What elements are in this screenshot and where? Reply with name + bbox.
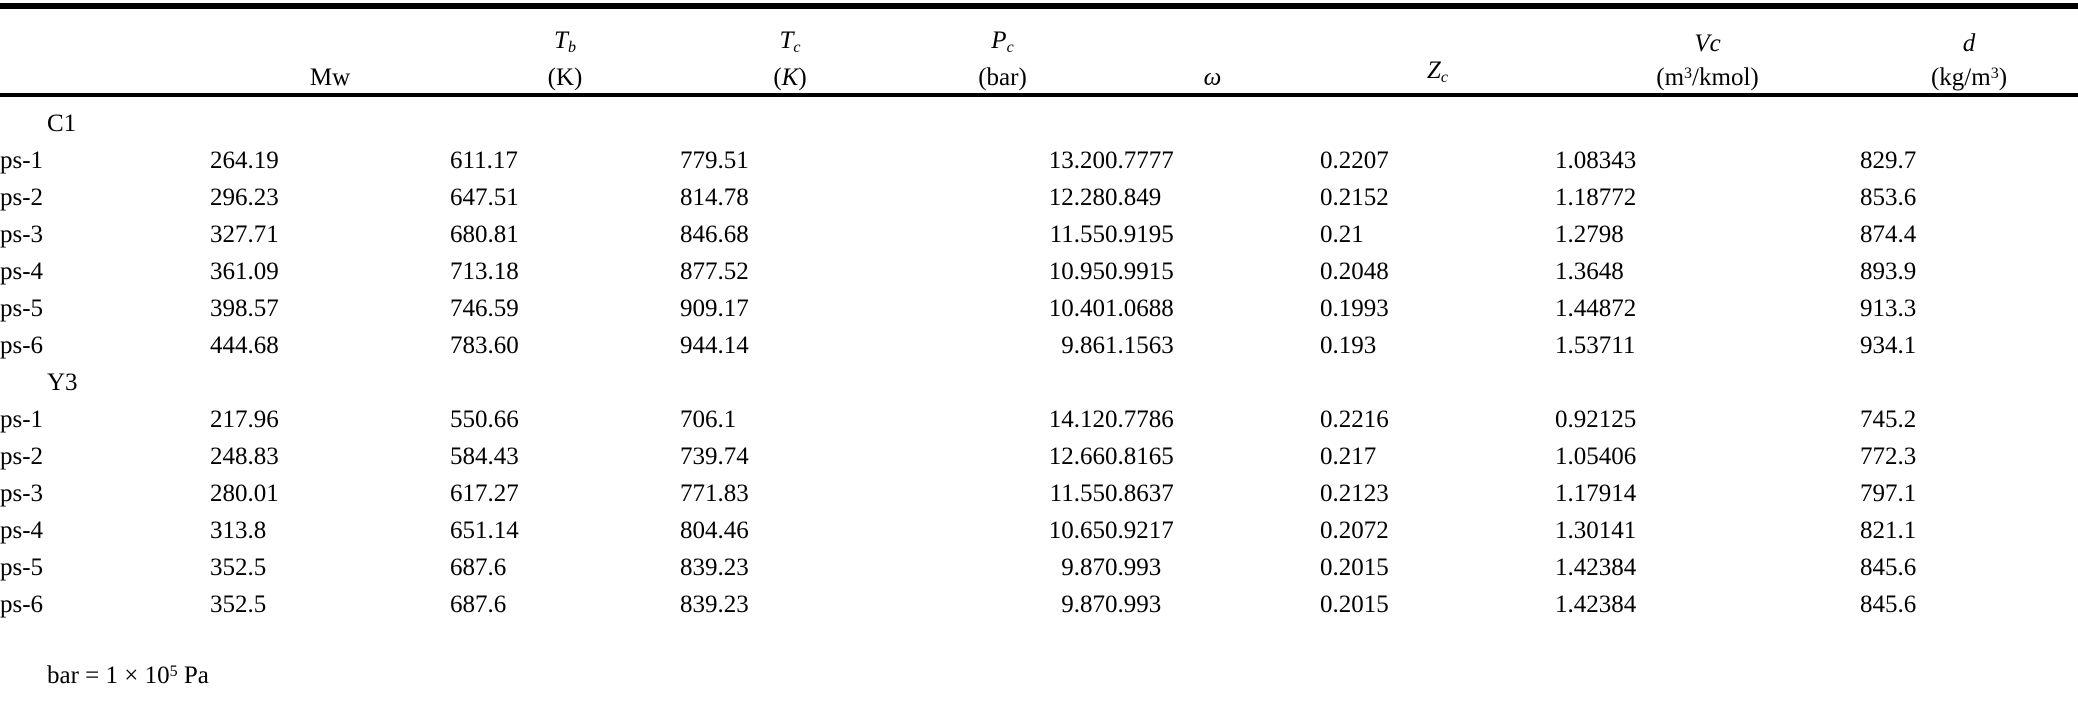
cell-mw: 264.19 [210, 146, 279, 174]
row-label: ps-4 [0, 257, 44, 285]
header-row [0, 9, 2078, 95]
cell-mw: 352.5 [210, 590, 267, 618]
cell-d: 913.3 [1860, 294, 1917, 322]
cell-pc: 12.28 [1048, 183, 1105, 211]
row-label: ps-4 [0, 516, 44, 544]
cell-tb: 746.59 [450, 294, 519, 322]
cell-vc: 1.2798 [1555, 220, 1624, 248]
cell-tb: 617.27 [450, 479, 519, 507]
cell-tc: 944.14 [680, 331, 749, 359]
cell-tb: 651.14 [450, 516, 519, 544]
cell-tb: 584.43 [450, 442, 519, 470]
cell-vc: 1.3648 [1555, 257, 1624, 285]
cell-vc: 1.18772 [1555, 183, 1637, 211]
cell-pc: 10.95 [1048, 257, 1105, 285]
cell-omega: 0.8165 [1105, 442, 1174, 470]
cell-tb: 550.66 [450, 405, 519, 433]
row-label: ps-2 [0, 442, 44, 470]
cell-tb: 687.6 [450, 590, 507, 618]
row-label: ps-1 [0, 405, 44, 433]
table-row [0, 512, 2078, 549]
pc-unit: (bar) [978, 64, 1027, 91]
row-label: ps-5 [0, 294, 44, 322]
cell-omega: 0.7777 [1105, 146, 1174, 174]
row-label: ps-1 [0, 146, 44, 174]
group-label: Y3 [47, 368, 78, 396]
col-header-pc [900, 9, 1105, 95]
cell-zc: 0.1993 [1320, 294, 1389, 322]
cell-pc: 10.65 [1048, 516, 1105, 544]
cell-tc: 771.83 [680, 479, 749, 507]
table-footnote [0, 623, 2078, 706]
cell-omega: 0.9915 [1105, 257, 1174, 285]
group-label: C1 [47, 109, 77, 137]
cell-mw: 248.83 [210, 442, 279, 470]
col-header-blank [0, 9, 210, 95]
properties-table [0, 9, 2078, 623]
tb-unit: (K) [547, 64, 583, 91]
cell-pc: 11.55 [1049, 220, 1105, 248]
cell-mw: 280.01 [210, 479, 279, 507]
cell-omega: 0.993 [1105, 553, 1162, 581]
table-row [0, 401, 2078, 438]
cell-pc: 9.86 [1061, 331, 1105, 359]
cell-omega: 0.8637 [1105, 479, 1174, 507]
cell-mw: 313.8 [210, 516, 267, 544]
cell-mw: 296.23 [210, 183, 279, 211]
cell-pc: 10.40 [1048, 294, 1105, 322]
cell-mw: 444.68 [210, 331, 279, 359]
cell-d: 829.7 [1860, 146, 1917, 174]
cell-mw: 398.57 [210, 294, 279, 322]
cell-zc: 0.2015 [1320, 590, 1389, 618]
cell-tc: 839.23 [680, 590, 749, 618]
cell-omega: 0.9217 [1105, 516, 1174, 544]
cell-omega: 0.7786 [1105, 405, 1174, 433]
cell-mw: 217.96 [210, 405, 279, 433]
footnote-text: bar = 1 × 10 [47, 662, 170, 690]
cell-zc: 0.2152 [1320, 183, 1389, 211]
col-header-tc [680, 9, 900, 95]
cell-tc: 779.51 [680, 146, 749, 174]
table-row [0, 142, 2078, 179]
cell-mw: 327.71 [210, 220, 279, 248]
cell-d: 797.1 [1860, 479, 1917, 507]
cell-d: 934.1 [1860, 331, 1917, 359]
tc-unit: (K) [773, 64, 807, 91]
cell-d: 853.6 [1860, 183, 1917, 211]
col-header-omega [1105, 9, 1320, 95]
cell-tc: 839.23 [680, 553, 749, 581]
cell-zc: 0.2072 [1320, 516, 1389, 544]
vc-unit: $(m^3/kmol)$ [1656, 64, 1759, 91]
row-label: ps-6 [0, 590, 44, 618]
table-header [0, 9, 2078, 95]
table-body [0, 95, 2078, 623]
cell-tb: 611.17 [450, 146, 518, 174]
table-row [0, 216, 2078, 253]
cell-tc: 739.74 [680, 442, 749, 470]
cell-zc: 0.21 [1320, 220, 1364, 248]
tc-symbol: $T_c$ [779, 27, 801, 56]
footnote-exponent: 5 [169, 663, 178, 680]
table-row [0, 438, 2078, 475]
table-row [0, 290, 2078, 327]
cell-omega: 0.993 [1105, 590, 1162, 618]
col-header-vc [1555, 9, 1860, 95]
cell-tb: 687.6 [450, 553, 507, 581]
cell-omega: 0.849 [1105, 183, 1162, 211]
cell-d: 845.6 [1860, 553, 1917, 581]
cell-d: 893.9 [1860, 257, 1917, 285]
vc-symbol: Vc [1694, 29, 1721, 57]
cell-zc: 0.217 [1320, 442, 1377, 470]
cell-d: 745.2 [1860, 405, 1917, 433]
cell-vc: 1.42384 [1555, 553, 1637, 581]
table-row [0, 327, 2078, 364]
row-label: ps-2 [0, 183, 44, 211]
cell-vc: 0.92125 [1555, 405, 1637, 433]
cell-pc: 9.87 [1061, 553, 1105, 581]
cell-d: 845.6 [1860, 590, 1917, 618]
footnote-unit: Pa [177, 662, 209, 690]
cell-vc: 1.53711 [1555, 331, 1636, 359]
cell-pc: 11.55 [1049, 479, 1105, 507]
cell-omega: 1.0688 [1105, 294, 1174, 322]
group-row-c1 [0, 95, 2078, 142]
col-header-mw [210, 9, 450, 95]
cell-vc: 1.42384 [1555, 590, 1637, 618]
table-row [0, 549, 2078, 586]
table-row [0, 586, 2078, 623]
col-header-d [1860, 9, 2078, 95]
cell-pc: 9.87 [1061, 590, 1105, 618]
cell-tb: 783.60 [450, 331, 519, 359]
cell-d: 874.4 [1860, 220, 1917, 248]
cell-pc: 14.12 [1048, 405, 1105, 433]
cell-tc: 909.17 [680, 294, 749, 322]
mw-symbol: Mw [309, 64, 351, 91]
cell-zc: 0.2207 [1320, 146, 1389, 174]
cell-vc: 1.44872 [1555, 294, 1637, 322]
cell-tc: 804.46 [680, 516, 749, 544]
cell-zc: 0.2015 [1320, 553, 1389, 581]
col-header-tb [450, 9, 680, 95]
cell-tc: 846.68 [680, 220, 749, 248]
cell-mw: 361.09 [210, 257, 279, 285]
cell-zc: 0.193 [1320, 331, 1377, 359]
cell-pc: 12.66 [1048, 442, 1105, 470]
row-label: ps-6 [0, 331, 44, 359]
row-label: ps-3 [0, 479, 44, 507]
cell-omega: 0.9195 [1105, 220, 1174, 248]
d-unit: $(kg/m^3)$ [1930, 64, 2008, 91]
tb-symbol: $T_b$ [554, 27, 576, 56]
cell-tc: 814.78 [680, 183, 749, 211]
cell-tc: 877.52 [680, 257, 749, 285]
table-row [0, 179, 2078, 216]
omega-symbol: ω [1203, 64, 1222, 91]
cell-tc: 706.1 [680, 405, 737, 433]
row-label: ps-5 [0, 553, 44, 581]
cell-d: 821.1 [1860, 516, 1917, 544]
cell-zc: 0.2123 [1320, 479, 1389, 507]
cell-tb: 713.18 [450, 257, 519, 285]
d-symbol: d [1962, 29, 1976, 57]
cell-d: 772.3 [1860, 442, 1917, 470]
zc-symbol: $Z_c$ [1426, 57, 1448, 86]
cell-omega: 1.1563 [1105, 331, 1174, 359]
cell-mw: 352.5 [210, 553, 267, 581]
cell-vc: 1.05406 [1555, 442, 1637, 470]
cell-zc: 0.2048 [1320, 257, 1389, 285]
cell-zc: 0.2216 [1320, 405, 1389, 433]
group-row-y3 [0, 364, 2078, 401]
cell-vc: 1.08343 [1555, 146, 1637, 174]
row-label: ps-3 [0, 220, 44, 248]
pc-symbol: $P_c$ [991, 27, 1014, 56]
col-header-zc [1320, 9, 1555, 95]
table-row [0, 475, 2078, 512]
cell-tb: 647.51 [450, 183, 519, 211]
cell-vc: 1.30141 [1555, 516, 1637, 544]
cell-pc: 13.20 [1048, 146, 1105, 174]
cell-vc: 1.17914 [1555, 479, 1637, 507]
table-row [0, 253, 2078, 290]
cell-tb: 680.81 [450, 220, 519, 248]
